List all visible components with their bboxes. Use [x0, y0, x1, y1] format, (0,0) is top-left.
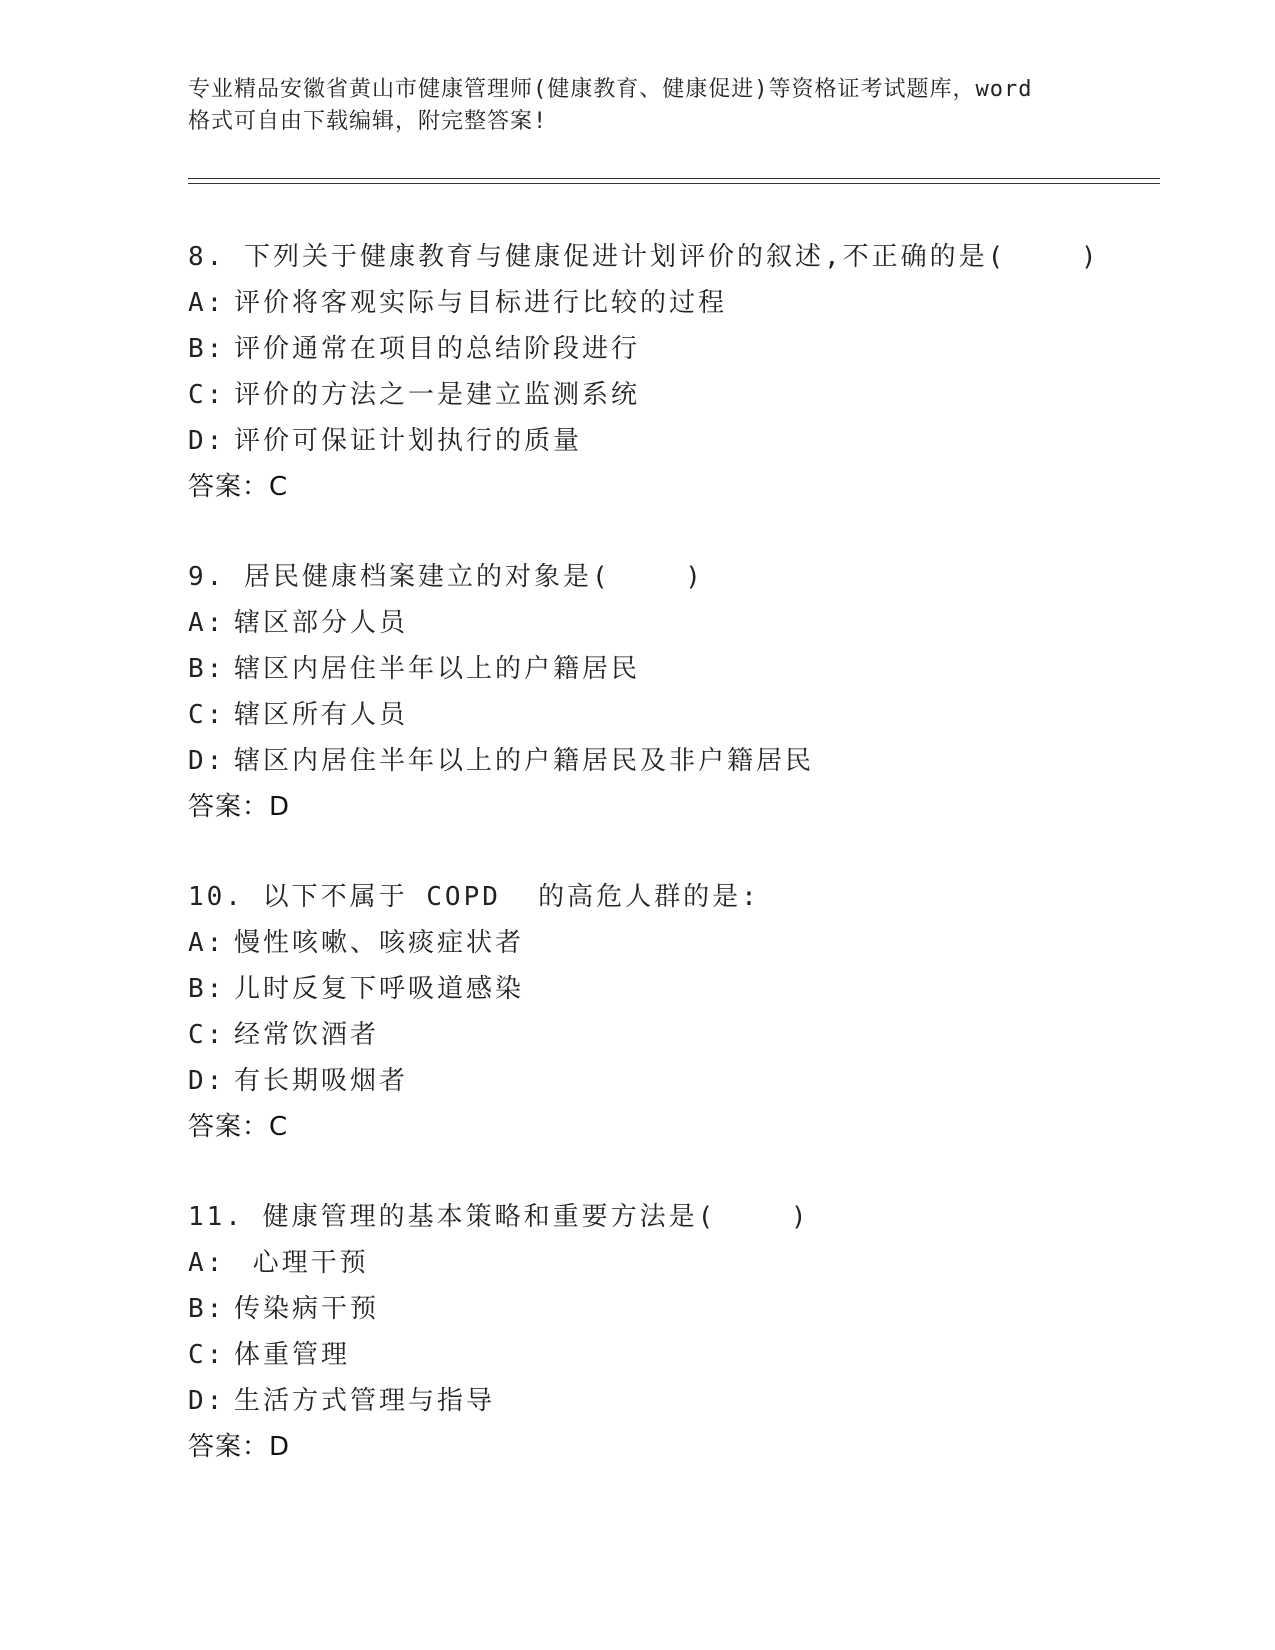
- option-key: B:: [188, 1294, 226, 1324]
- question-8: [188, 234, 1188, 510]
- option-text: 辖区部分人员: [234, 608, 409, 638]
- question-stem: 9. 居民健康档案建立的对象是( ): [188, 562, 704, 592]
- question-10: [188, 874, 1188, 1150]
- option-a: [188, 280, 1188, 326]
- option-text: 儿时反复下呼吸道感染: [234, 974, 525, 1004]
- option-text: 生活方式管理与指导: [234, 1386, 496, 1416]
- option-text: 辖区内居住半年以上的户籍居民: [234, 654, 641, 684]
- question-11: [188, 1194, 1188, 1470]
- option-text: 传染病干预: [234, 1294, 380, 1324]
- option-b: [188, 966, 1188, 1012]
- option-a: [188, 920, 1188, 966]
- answer-line: 答案：C: [188, 472, 289, 502]
- option-d: [188, 418, 1188, 464]
- option-text: 评价通常在项目的总结阶段进行: [234, 334, 641, 364]
- option-a: [188, 1240, 1188, 1286]
- option-a: [188, 600, 1188, 646]
- answer-line: 答案：D: [188, 792, 291, 822]
- document-header: [188, 74, 1108, 138]
- header-line-1: 专业精品安徽省黄山市健康管理师(健康教育、健康促进)等资格证考试题库，word: [188, 77, 1033, 102]
- option-d: [188, 1058, 1188, 1104]
- option-key: B:: [188, 974, 226, 1004]
- option-key: A:: [188, 1248, 226, 1278]
- answer-line: 答案：C: [188, 1112, 289, 1142]
- option-text: 心理干预: [234, 1248, 369, 1278]
- option-key: A:: [188, 608, 226, 638]
- option-key: B:: [188, 654, 226, 684]
- option-key: C:: [188, 700, 226, 730]
- option-key: D:: [188, 746, 226, 776]
- question-stem: 11. 健康管理的基本策略和重要方法是( ): [188, 1202, 810, 1232]
- option-text: 评价的方法之一是建立监测系统: [234, 380, 641, 410]
- header-divider-top: [188, 178, 1160, 179]
- question-stem: 8. 下列关于健康教育与健康促进计划评价的叙述,不正确的是( ): [188, 242, 1100, 272]
- option-text: 慢性咳嗽、咳痰症状者: [234, 928, 525, 958]
- option-text: 体重管理: [234, 1340, 351, 1370]
- option-key: D:: [188, 1386, 226, 1416]
- option-key: D:: [188, 1066, 226, 1096]
- option-text: 辖区所有人员: [234, 700, 409, 730]
- option-d: [188, 1378, 1188, 1424]
- question-stem: 10. 以下不属于 COPD 的高危人群的是:: [188, 882, 760, 912]
- option-key: C:: [188, 1340, 226, 1370]
- option-key: B:: [188, 334, 226, 364]
- option-c: [188, 692, 1188, 738]
- header-line-2: 格式可自由下载编辑，附完整答案!: [188, 109, 548, 134]
- option-key: C:: [188, 1020, 226, 1050]
- option-key: C:: [188, 380, 226, 410]
- option-b: [188, 326, 1188, 372]
- option-c: [188, 1332, 1188, 1378]
- option-text: 有长期吸烟者: [234, 1066, 409, 1096]
- question-9: [188, 554, 1188, 830]
- option-b: [188, 646, 1188, 692]
- answer-line: 答案：D: [188, 1432, 291, 1462]
- option-text: 辖区内居住半年以上的户籍居民及非户籍居民: [234, 746, 815, 776]
- header-divider-bottom: [188, 183, 1160, 184]
- option-text: 评价将客观实际与目标进行比较的过程: [234, 288, 728, 318]
- option-key: A:: [188, 288, 226, 318]
- option-d: [188, 738, 1188, 784]
- option-text: 经常饮酒者: [234, 1020, 380, 1050]
- option-key: D:: [188, 426, 226, 456]
- option-text: 评价可保证计划执行的质量: [234, 426, 583, 456]
- option-b: [188, 1286, 1188, 1332]
- option-key: A:: [188, 928, 226, 958]
- option-c: [188, 1012, 1188, 1058]
- option-c: [188, 372, 1188, 418]
